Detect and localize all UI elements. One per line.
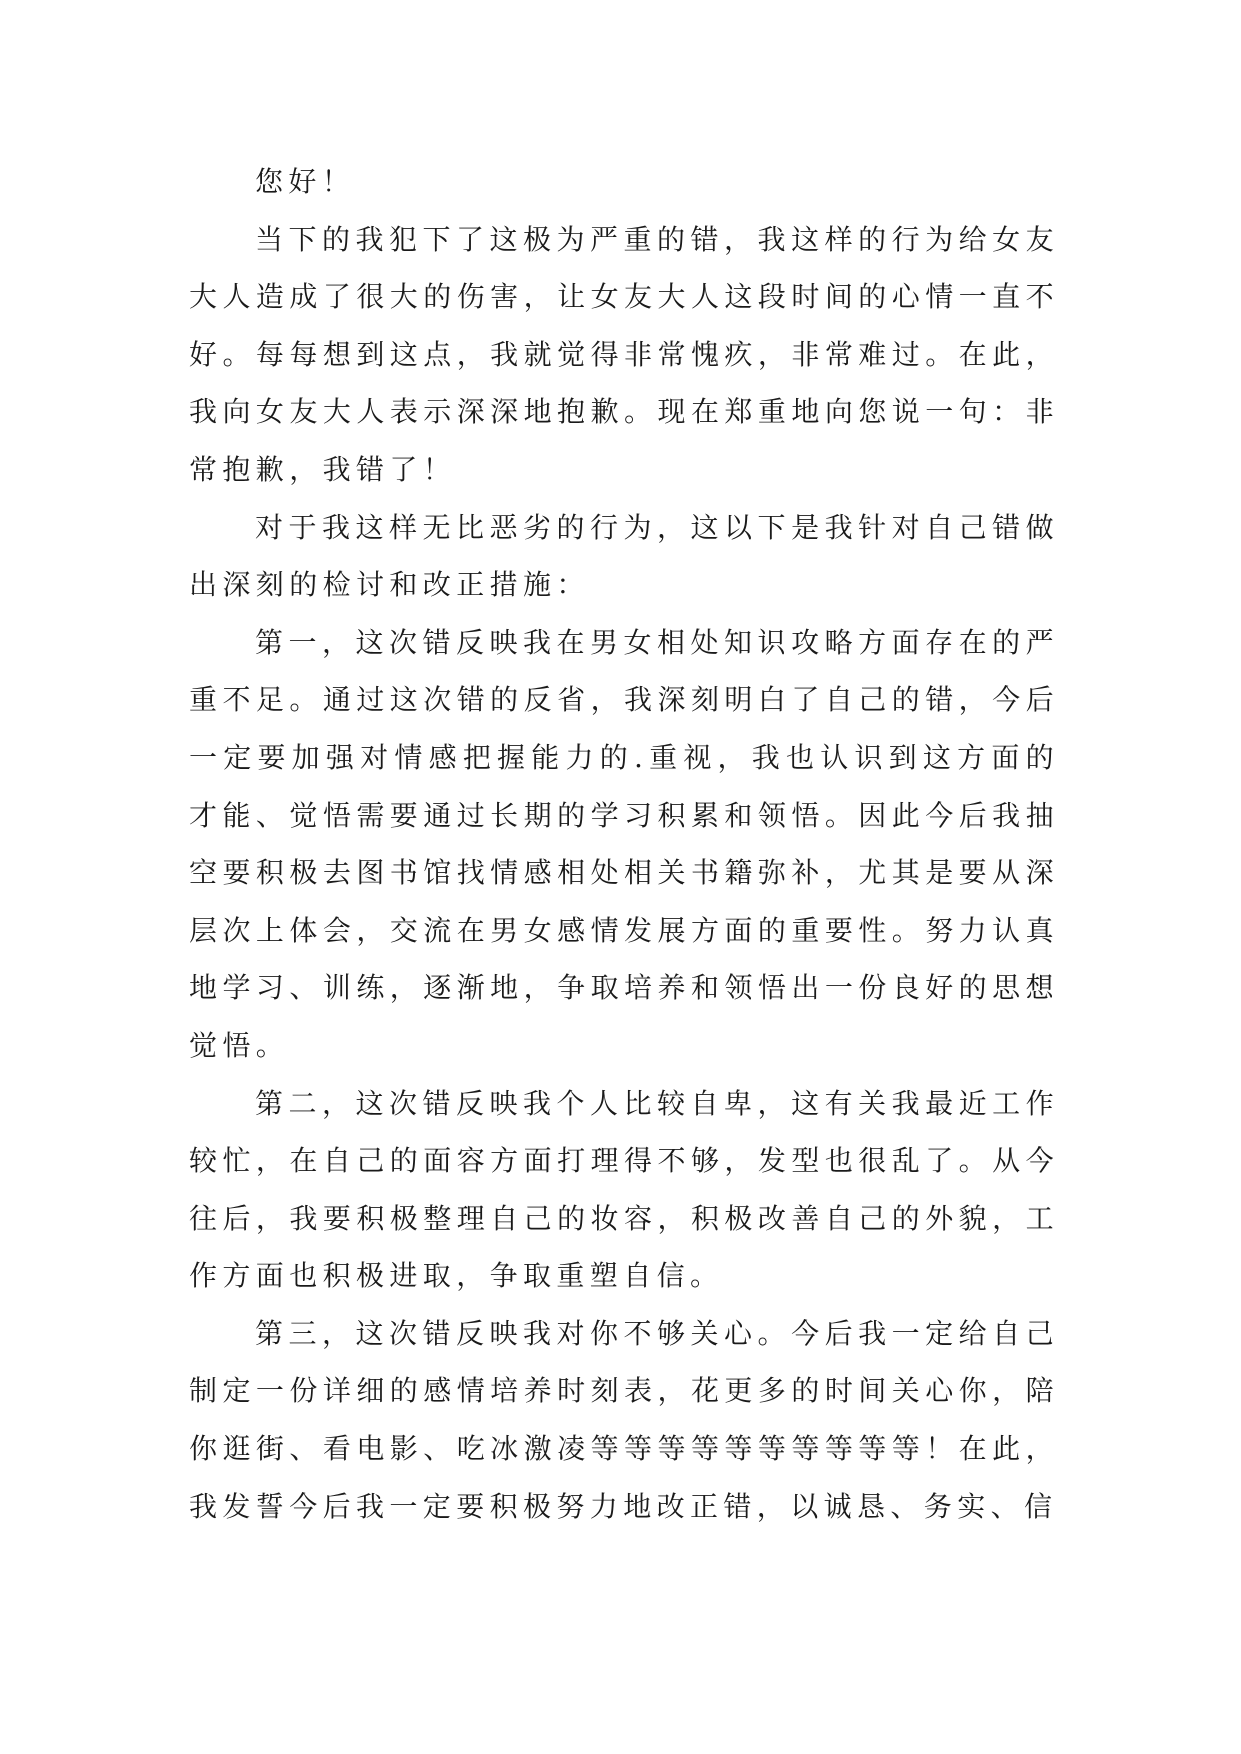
paragraph-greeting: 您好！ [255,165,356,198]
paragraph-point-three: 第三，这次错反映我对你不够关心。今后我一定给自己制定一份详细的感情培养时刻表，花更多的时间关心你，陪你逛街、看电影、吃冰激凌等等等等等等等等等等！在此，我发誓今后我一定要积极努力地改正错，以诚恳、务实、信 [189,1316,1059,1523]
paragraph-point-one: 第一，这次错反映我在男女相处知识攻略方面存在的严重不足。通过这次错的反省，我深刻明白了自己的错，今后一定要加强对情感把握能力的.重视，我也认识到这方面的才能、觉悟需要通过长期的学习积累和领悟。因此今后我抽空要积极去图书馆找情感相处相关书籍弥补，尤其是要从深层次上体会，交流在男女感情发展方面的重要性。努力认真地学习、训练，逐渐地，争取培养和领悟出一份良好的思想觉悟。 [189,625,1059,1062]
paragraph-apology: 当下的我犯下了这极为严重的错，我这样的行为给女友大人造成了很大的伤害，让女友大人这段时间的心情一直不好。每每想到这点，我就觉得非常愧疚，非常难过。在此，我向女友大人表示深深地抱歉。现在郑重地向您说一句：非常抱歉，我错了！ [189,222,1059,486]
paragraph-point-two: 第二，这次错反映我个人比较自卑，这有关我最近工作较忙，在自己的面容方面打理得不够，发型也很乱了。从今往后，我要积极整理自己的妆容，积极改善自己的外貌，工作方面也积极进取，争取重塑自信。 [189,1086,1059,1293]
letter-body [189,153,1059,1535]
paragraph-intro: 对于我这样无比恶劣的行为，这以下是我针对自己错做出深刻的检讨和改正措施： [189,510,1059,602]
